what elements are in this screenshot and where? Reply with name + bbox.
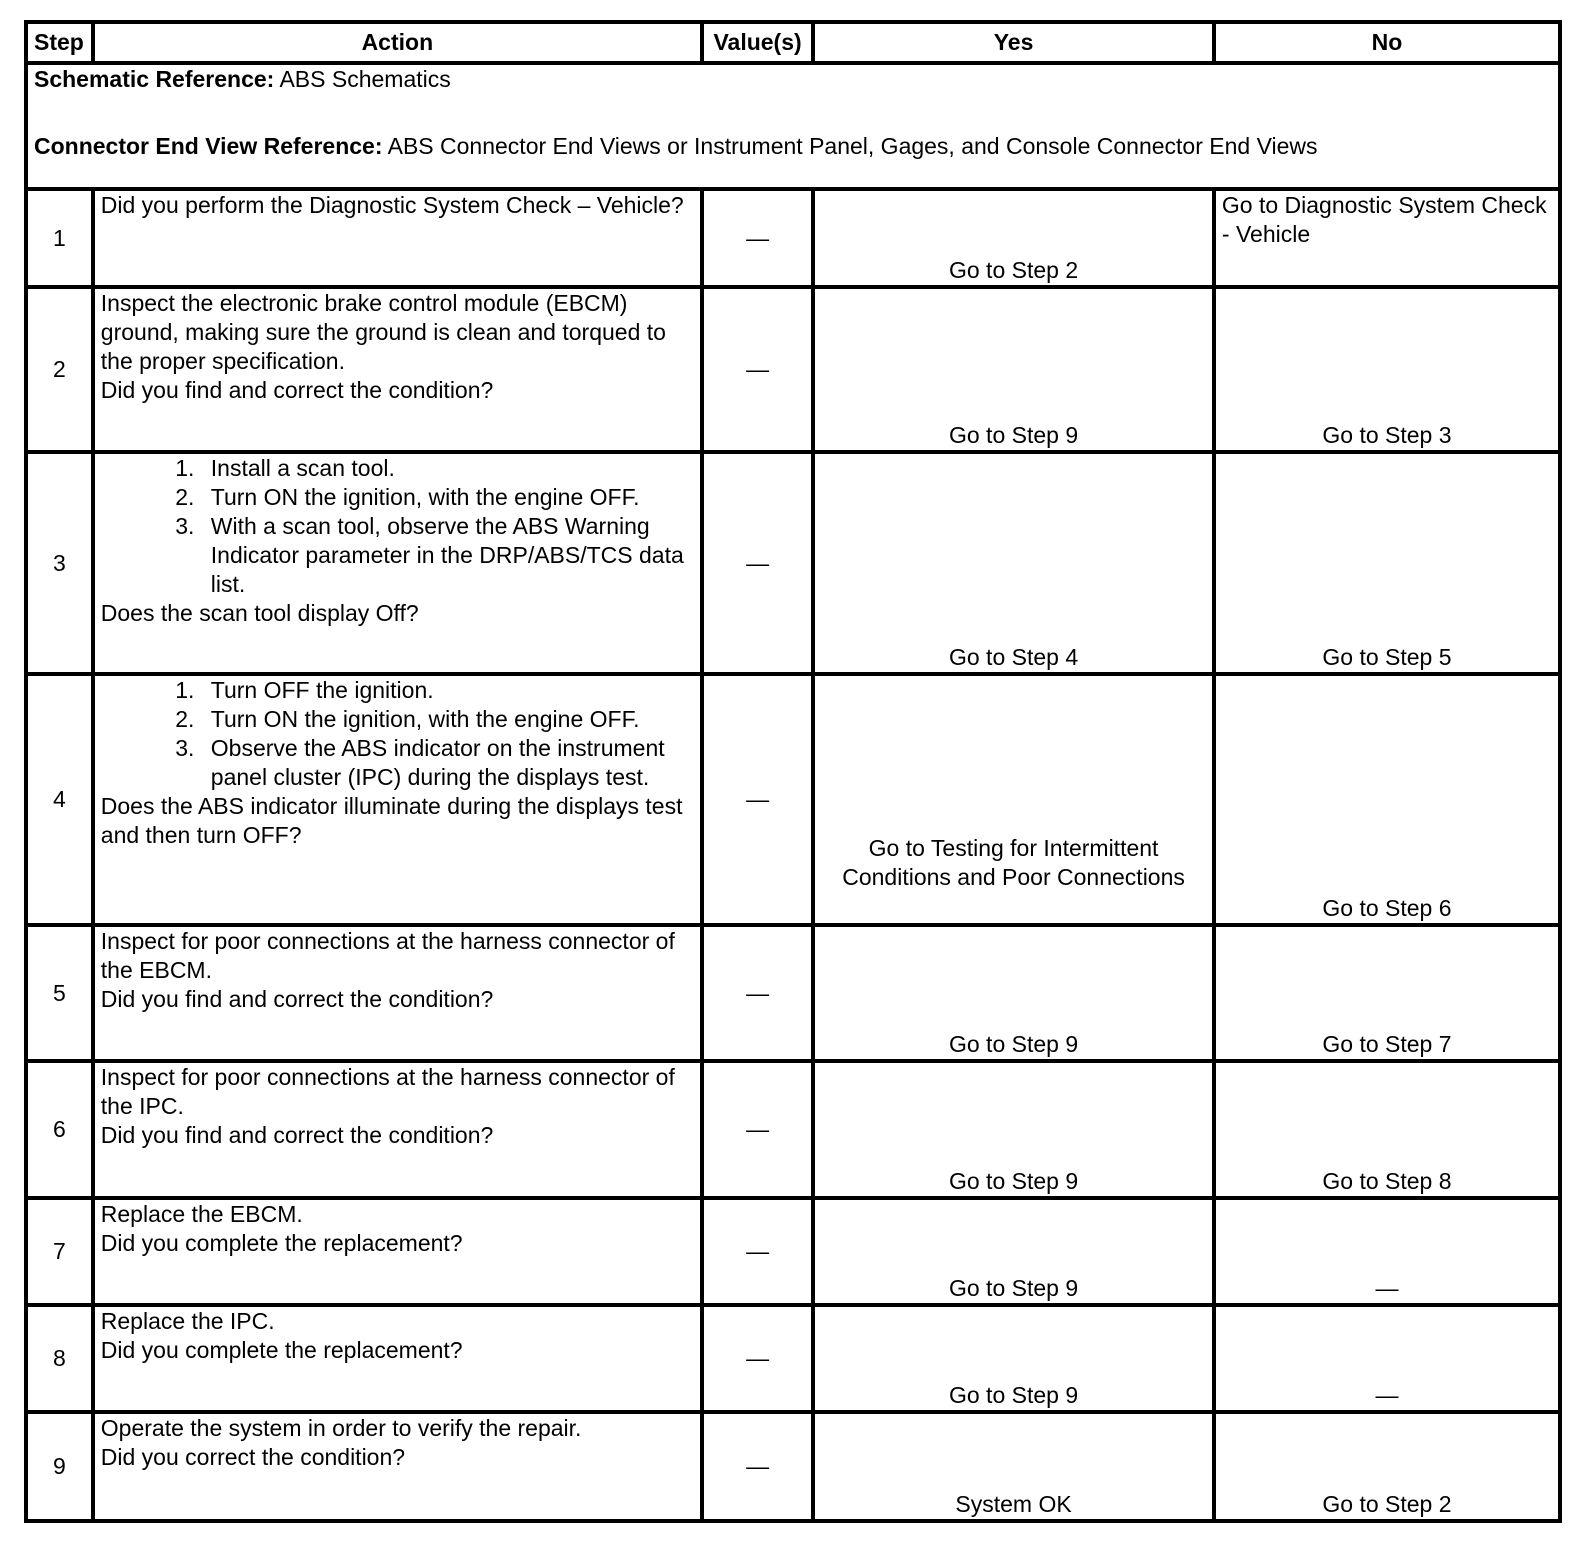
step-number: 6	[26, 1061, 93, 1198]
table-row	[26, 452, 1560, 674]
table-row	[26, 1061, 1560, 1198]
table-row	[26, 1305, 1560, 1412]
yes-cell	[813, 674, 1214, 925]
step-number: 8	[26, 1305, 93, 1412]
header-step: Step	[26, 22, 93, 63]
header-values: Value(s)	[702, 22, 813, 63]
action-text: Did you perform the Diagnostic System Check – Vehicle?	[100, 192, 684, 218]
no-cell: Go to Step 7	[1214, 925, 1560, 1061]
step-number: 3	[26, 452, 93, 674]
step-number: 1	[26, 189, 93, 287]
action-cell	[93, 452, 702, 674]
action-steps-list	[101, 676, 694, 792]
action-cell	[93, 1305, 702, 1412]
no-cell: Go to Step 3	[1214, 287, 1560, 452]
no-cell: —	[1214, 1305, 1560, 1412]
value-cell: —	[702, 452, 813, 674]
question-text: Does the ABS indicator illuminate during the displays test and then turn OFF?	[100, 793, 683, 848]
step-number: 7	[26, 1198, 93, 1305]
table-row	[26, 189, 1560, 287]
connector-label: Connector End View Reference:	[34, 133, 383, 159]
action-cell	[93, 1198, 702, 1305]
step-number: 2	[26, 287, 93, 452]
yes-cell: Go to Step 9	[813, 1305, 1214, 1412]
table-row	[26, 1198, 1560, 1305]
value-cell: —	[702, 1198, 813, 1305]
yes-cell: Go to Step 2	[813, 189, 1214, 287]
action-cell	[93, 287, 702, 452]
action-cell	[93, 189, 702, 287]
reference-cell	[26, 63, 1560, 189]
connector-reference	[34, 132, 1552, 161]
step-number: 9	[26, 1412, 93, 1521]
step-number: 5	[26, 925, 93, 1061]
yes-cell: System OK	[813, 1412, 1214, 1521]
diagnostic-table	[24, 20, 1562, 1523]
yes-cell: Go to Step 4	[813, 452, 1214, 674]
question-text: Did you find and correct the condition?	[100, 986, 494, 1012]
step-number: 4	[26, 674, 93, 925]
reference-row	[26, 63, 1560, 189]
header-yes: Yes	[813, 22, 1214, 63]
header-no: No	[1214, 22, 1560, 63]
question-text: Does the scan tool display Off?	[100, 600, 419, 626]
value-cell: —	[702, 1061, 813, 1198]
schematic-label: Schematic Reference:	[34, 66, 275, 92]
list-item: 1. Install a scan tool.	[201, 454, 694, 483]
schematic-value: ABS Schematics	[274, 66, 451, 92]
yes-cell: Go to Step 9	[813, 1061, 1214, 1198]
table-row	[26, 1412, 1560, 1521]
action-cell	[93, 1412, 702, 1521]
question-text: Did you complete the replacement?	[100, 1337, 463, 1363]
yes-cell: Go to Step 9	[813, 1198, 1214, 1305]
schematic-reference	[34, 65, 1552, 94]
action-steps-list	[101, 454, 694, 599]
action-text: Replace the IPC.	[100, 1308, 275, 1334]
action-cell	[93, 1061, 702, 1198]
yes-cell: Go to Step 9	[813, 287, 1214, 452]
list-item: 3. With a scan tool, observe the ABS Warning Indicator parameter in the DRP/ABS/TCS data list.	[201, 512, 694, 599]
list-item: 2. Turn ON the ignition, with the engine OFF.	[201, 705, 694, 734]
action-cell	[93, 925, 702, 1061]
no-cell: Go to Step 6	[1214, 674, 1560, 925]
table-row	[26, 674, 1560, 925]
action-text: Inspect the electronic brake control module (EBCM) ground, making sure the ground is clean and torqued to the proper specification.	[100, 290, 666, 374]
action-text: Replace the EBCM.	[100, 1201, 303, 1227]
value-cell: —	[702, 925, 813, 1061]
no-cell: Go to Step 8	[1214, 1061, 1560, 1198]
action-text: Operate the system in order to verify the repair.	[100, 1415, 582, 1441]
question-text: Did you correct the condition?	[100, 1444, 406, 1470]
question-text: Did you complete the replacement?	[100, 1230, 463, 1256]
value-cell: —	[702, 189, 813, 287]
question-text: Did you find and correct the condition?	[100, 377, 494, 403]
list-item: 3. Observe the ABS indicator on the instrument panel cluster (IPC) during the displays test.	[201, 734, 694, 792]
table-row	[26, 287, 1560, 452]
no-cell: —	[1214, 1198, 1560, 1305]
value-cell: —	[702, 287, 813, 452]
no-cell: Go to Step 2	[1214, 1412, 1560, 1521]
action-cell	[93, 674, 702, 925]
list-item: 2. Turn ON the ignition, with the engine OFF.	[201, 483, 694, 512]
action-text: Inspect for poor connections at the harness connector of the EBCM.	[100, 928, 675, 983]
action-text: Inspect for poor connections at the harness connector of the IPC.	[100, 1064, 675, 1119]
header-action: Action	[93, 22, 702, 63]
no-cell: Go to Diagnostic System Check - Vehicle	[1214, 189, 1560, 287]
table-row	[26, 925, 1560, 1061]
question-text: Did you find and correct the condition?	[100, 1122, 494, 1148]
list-item: 1. Turn OFF the ignition.	[201, 676, 694, 705]
value-cell: —	[702, 1412, 813, 1521]
yes-text: Go to Testing for Intermittent Conditions and Poor Connections	[842, 835, 1185, 890]
connector-value: ABS Connector End Views or Instrument Panel, Gages, and Console Connector End Views	[382, 133, 1318, 159]
value-cell: —	[702, 1305, 813, 1412]
no-cell: Go to Step 5	[1214, 452, 1560, 674]
value-cell: —	[702, 674, 813, 925]
header-row	[26, 22, 1560, 63]
yes-cell: Go to Step 9	[813, 925, 1214, 1061]
